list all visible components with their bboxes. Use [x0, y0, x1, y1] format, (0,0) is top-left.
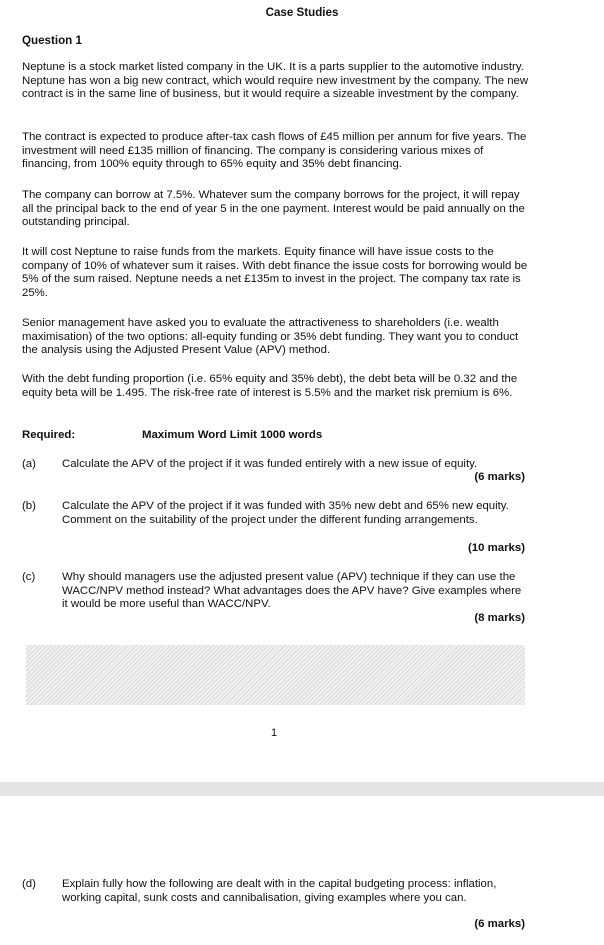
- item-d-marks: (6 marks): [474, 918, 525, 930]
- word-limit: Maximum Word Limit 1000 words: [142, 429, 323, 441]
- item-b-text: Calculate the APV of the project if it was funded with 35% new debt and 65% new equity. Comment on the suitability of the project under the different funding arrangements.: [62, 500, 509, 526]
- paragraph-1: Neptune is a stock market listed company in the UK. It is a parts supplier to the automotive industry. Neptune has won a big new contract, which would require new investment by the company. The new contract is in the same line of business, but it would require a sizeable investment by the company.: [22, 61, 529, 101]
- item-c-text: Why should managers use the adjusted present value (APV) technique if they can use the WACC/NPV method instead? What advantages does the APV have? Give examples where it would be more useful than WACC/NPV.: [62, 571, 522, 611]
- item-b-letter: (b): [22, 500, 36, 512]
- item-c-letter: (c): [22, 571, 36, 583]
- item-a-letter: (a): [22, 458, 36, 470]
- item-c-marks: (8 marks): [474, 612, 525, 624]
- redacted-scribble: [26, 645, 525, 705]
- paragraph-4: It will cost Neptune to raise funds from the markets. Equity finance will have issue costs to the company of 10% of whatever sum it raises. With debt finance the issue costs for borrowing would be 5% of the sum raised. Neptune needs a net £135m to invest in the project. The company tax rate is 25%.: [22, 246, 528, 299]
- paragraph-5: Senior management have asked you to evaluate the attractiveness to shareholders (i.e. wealth maximisation) of the two options: all-equity funding or 35% debt funding. They want you to conduct the analysis using the Adjusted Present Value (APV) method.: [22, 317, 519, 357]
- item-d-text: Explain fully how the following are dealt with in the capital budgeting process: inflation, working capital, sunk costs and cannibalisation, giving examples where you can.: [62, 878, 497, 904]
- item-a-marks: (6 marks): [474, 471, 525, 483]
- item-b-marks: (10 marks): [468, 542, 525, 554]
- paragraph-2: The contract is expected to produce after-tax cash flows of £45 million per annum for five years. The investment will need £135 million of financing. The company is considering various mixes of financing, from 100% equity through to 65% equity and 35% debt financing.: [22, 131, 527, 171]
- question-heading: Question 1: [22, 34, 82, 47]
- page-title: Case Studies: [265, 6, 339, 19]
- required-label: Required:: [22, 429, 76, 441]
- document-page-2: [0, 796, 604, 945]
- item-a-text: Calculate the APV of the project if it was funded entirely with a new issue of equity.: [62, 458, 478, 470]
- page-number: 1: [270, 727, 278, 739]
- paragraph-3: The company can borrow at 7.5%. Whatever sum the company borrows for the project, it will repay all the principal back to the end of year 5 in the one payment. Interest would be paid annually on the outstanding principal.: [22, 189, 525, 229]
- paragraph-6: With the debt funding proportion (i.e. 65% equity and 35% debt), the debt beta will be 0.32 and the equity beta will be 1.495. The risk-free rate of interest is 5.5% and the market risk premium is 6%.: [22, 373, 518, 399]
- item-d-letter: (d): [22, 878, 36, 890]
- page-separator: [0, 782, 604, 796]
